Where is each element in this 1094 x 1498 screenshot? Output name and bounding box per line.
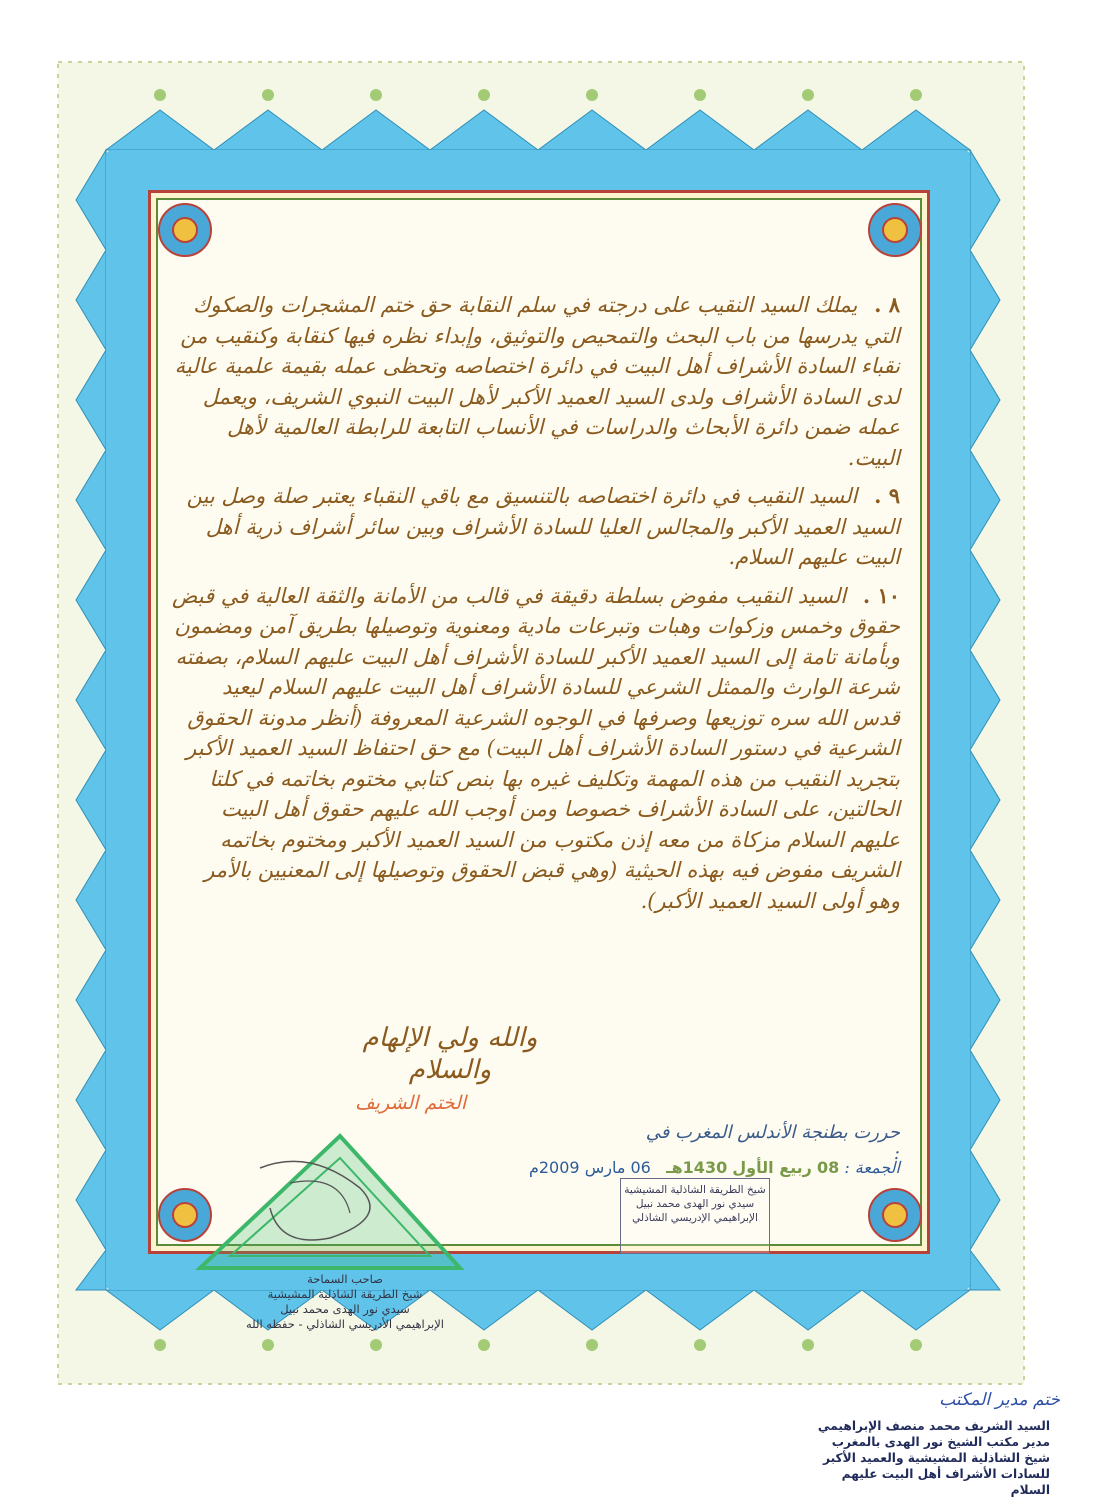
paragraph-number: ٨ . <box>874 292 900 317</box>
hijri-suffix: هـ <box>666 1158 683 1177</box>
paragraph-number: ٩ . <box>874 483 900 508</box>
paragraph-10 <box>170 581 900 917</box>
seal-line: سيدي نور الهدى محمد نبيل <box>280 1302 410 1316</box>
hijri-month: ربيع الأول <box>732 1158 812 1177</box>
office-line: مدير مكتب الشيخ نور الهدى بالمغرب <box>831 1435 1050 1449</box>
paragraph-number: ١٠ . <box>862 582 900 608</box>
closing-line-1: والله ولي الإلهام <box>362 1023 538 1053</box>
stamp-line: الإبراهيمي الإدريسي الشاذلي <box>632 1212 758 1224</box>
seal-label: الختم الشريف <box>355 1092 467 1114</box>
date-line <box>480 1158 900 1177</box>
paragraph-9 <box>170 481 900 573</box>
hijri-day: 08 <box>816 1158 840 1177</box>
day-label: الجمعة : <box>844 1158 900 1177</box>
office-line: للسادات الأشراف أهل البيت عليهم السلام <box>841 1467 1050 1497</box>
greg-year: 2009 <box>538 1158 580 1177</box>
paragraph-8 <box>170 290 900 473</box>
letter-body <box>170 290 900 924</box>
seal-line: شيخ الطريقة الشاذلية المشيشية <box>267 1287 423 1301</box>
paragraph-text: السيد النقيب في دائرة اختصاصه بالتنسيق مع باقي النقباء يعتبر صلة وصل بين السيد العميد الأكبر والمجالس العليا للسادة الأشراف وبين سائر أشراف ذرية أهل البيت عليهم السلام. <box>186 484 900 569</box>
green-seal-stamp <box>190 1128 470 1278</box>
greg-day: 06 <box>630 1158 651 1177</box>
greg-month: مارس <box>584 1158 626 1177</box>
stamp-line: شيخ الطريقة الشاذلية المشيشية <box>624 1184 766 1196</box>
greg-suffix: م <box>528 1158 539 1177</box>
green-seal-text <box>225 1272 465 1332</box>
hijri-year: 1430 <box>682 1158 728 1177</box>
place-line: حررت بطنجة الأندلس المغرب في : <box>645 1122 900 1164</box>
office-line: شيخ الشاذلية المشيشية والعميد الأكبر <box>822 1451 1050 1465</box>
office-signature-label: ختم مدير المكتب <box>939 1390 1060 1410</box>
rectangular-stamp <box>620 1178 770 1254</box>
stamp-line: سيدي نور الهدى محمد نبيل <box>635 1198 755 1210</box>
paragraph-text: السيد النقيب مفوض بسلطة دقيقة في قالب من الأمانة والثقة العالية في قبض حقوق وخمس وزكوات وهبات وتبرعات مادية ومعنوية وتوصيلها بطريق آمن ومضمون وبأمانة تامة إلى السيد العميد الأكبر للسادة الأشراف أهل البيت عليهم السلام، بصفته شرعة الوارث والممثل الشرعي للسادة الأشراف أهل البيت عليهم السلام ليعيد قدس الله سره توزيعها وصرفها في الوجوه الشرعية المعروفة (أنظر مدونة الحقوق الشرعية في دستور السادة الأشراف أهل البيت) مع حق احتفاظ السيد العميد الأكبر بتجريد النقيب من هذه المهمة وتكليف غيره بها بنص كتابي مختوم بخاتمه في كلتا الحالتين، على السادة الأشراف خصوصا ومن أوجب الله عليهم حقوق أهل البيت عليهم السلام مزكاة من معه إذن مكتوب من السيد العميد الأكبر ومختوم بخاتمه الشريف مفوض فيه بهذه الحيثية (وهي قبض الحقوق وتوصيلها إلى المعنيين بالأمر وهو أولى السيد العميد الأكبر). <box>172 583 900 913</box>
office-block <box>800 1418 1050 1498</box>
closing-salutation <box>320 1022 580 1086</box>
paragraph-text: يملك السيد النقيب على درجته في سلم النقابة حق ختم المشجرات والصكوك التي يدرسها من باب البحث والتمحيص والتوثيق، وإبداء نظره فيها كنقابة وكنقيب من نقباء السادة الأشراف أهل البيت في دائرة اختصاصه وتحظى عمله بقيمة علمية عالية لدى السادة الأشراف ولدى السيد العميد الأكبر لأهل البيت النبوي الشريف، ويعمل عمله ضمن دائرة الأبحاث والدراسات في الأنساب التابعة للرابطة العالمية لأهل البيت. <box>174 293 900 470</box>
office-line: السيد الشريف محمد منصف الإبراهيمي <box>817 1419 1050 1433</box>
seal-line: صاحب السماحة <box>307 1272 383 1286</box>
closing-line-2: والسلام <box>408 1055 492 1085</box>
seal-line: الإبراهيمي الأدريسي الشاذلي - حفظه الله <box>245 1317 445 1331</box>
